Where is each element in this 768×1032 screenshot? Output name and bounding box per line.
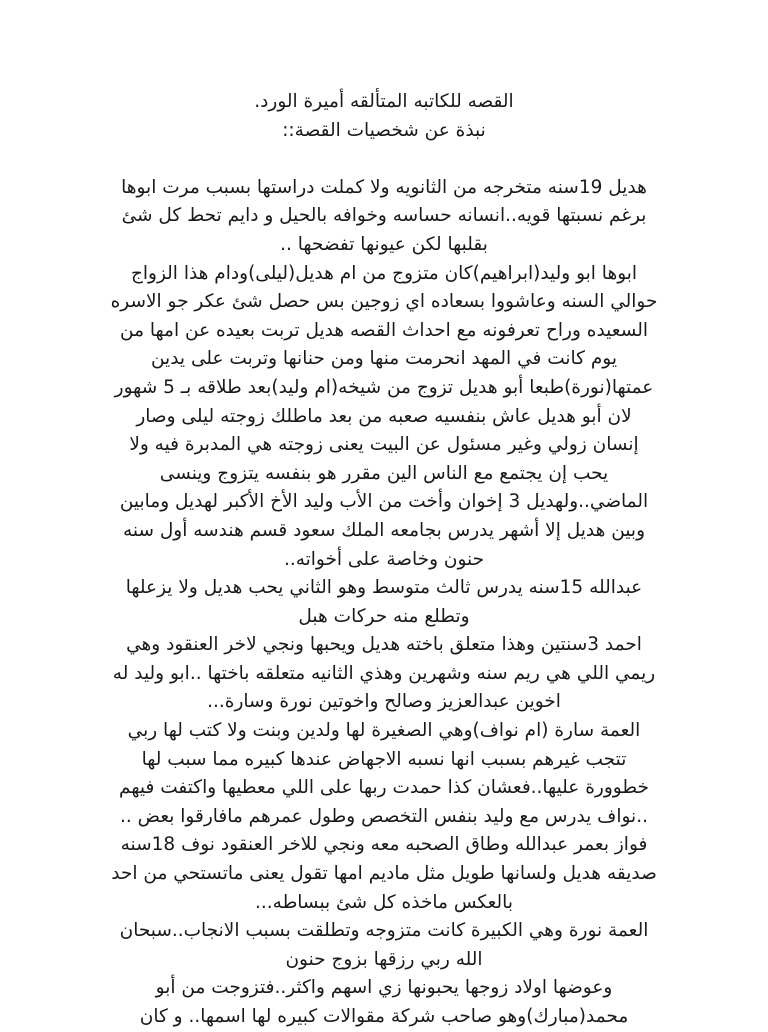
text-line: صديقه هديل ولسانها طويل مثل ماديم امها تقول يعنى ماتستحي من احد bbox=[111, 863, 657, 885]
text-line: اخوين عبدالعزيز وصالح واخوتين نورة وسارة... bbox=[207, 691, 561, 713]
text-line: فواز بعمر عبدالله وطاق الصحبه معه ونجي للاخر العنقود نوف 18سنه bbox=[120, 834, 648, 856]
document-title: القصه للكاتبه المتألقه أميرة الورد. bbox=[254, 91, 514, 112]
text-line: وعوضها اولاد زوجها يحبونها زي اسهم واكثر..فتزوجت من أبو bbox=[155, 977, 613, 999]
text-line: احمد 3سنتين وهذا متعلق باخته هديل ويحبها ونجي لاخر العنقود وهي bbox=[126, 634, 642, 656]
text-line: وبين هديل إلا أشهر يدرس بجامعه الملك سعود قسم هندسه أول سنه bbox=[122, 519, 646, 541]
text-line: الماضي..ولهديل 3 إخوان وأخت من الأب وليد الأخ الأكبر لهديل ومابين bbox=[119, 491, 649, 513]
document-subtitle: نبذة عن شخصيات القصة:: bbox=[282, 119, 486, 141]
text-line: العمة نورة وهي الكبيرة كانت متزوجه وتطلقت بسبب الانجاب..سبحان bbox=[119, 920, 649, 942]
text-line: العمة سارة (ام نواف)وهي الصغيرة لها ولدين وبنت ولا كتب لها ربي bbox=[127, 720, 641, 742]
text-line: بالعكس ماخذه كل شئ ببساطه... bbox=[255, 891, 513, 913]
text-line: يحب إن يجتمع مع الناس الين مقرر هو بنفسه يتزوج وينسى bbox=[159, 462, 609, 484]
text-line: هديل 19سنه متخرجه من الثانويه ولا كملت دراستها بسبب مرت ابوها bbox=[121, 176, 647, 198]
text-line: تتجب غيرهم بسبب انها نسبه الاجهاض عندها كبيره مما سبب لها bbox=[141, 748, 627, 770]
text-line: حوالي السنه وعاشووا بسعاده اي زوجين بس حصل شئ عكر جو الاسره bbox=[110, 291, 658, 313]
text-line: الله ربي رزقها بزوج حنون bbox=[285, 948, 483, 970]
text-line: حنون وخاصة على أخواته.. bbox=[283, 548, 485, 570]
blank-line bbox=[100, 145, 668, 174]
text-line: لان أبو هديل عاش بنفسيه صعبه من بعد ماطلك زوجته ليلى وصار bbox=[136, 405, 632, 427]
text-line: السعيده وراح تعرفونه مع احداث القصه هديل تربت بعيده عن امها من bbox=[120, 319, 648, 341]
text-line: عبدالله 15سنه يدرس ثالث متوسط وهو الثاني يحب هديل ولا يزعلها bbox=[125, 577, 643, 599]
text-line: إنسان زولي وغير مسئول عن البيت يعنى زوجته هي المدبرة فيه ولا bbox=[129, 434, 639, 456]
text-line: ابوها ابو وليد(ابراهيم)كان متزوج من ام هديل(ليلى)ودام هذا الزواج bbox=[130, 262, 638, 284]
text-line: عمتها(نورة)طبعا أبو هديل تزوج من شيخه(ام وليد)بعد طلاقه بـ 5 شهور bbox=[114, 376, 654, 398]
text-line: يوم كانت في المهد انحرمت منها ومن حنانها وتربت على يدين bbox=[150, 348, 618, 370]
text-line: خطوورة عليها..فعشان كذا حمدت ربها على اللي معطيها واكتفت فيهم bbox=[119, 777, 649, 799]
text-line: بقلبها لكن عيونها تفضحها .. bbox=[280, 233, 488, 255]
text-line: ريمي اللي هي ريم سنه وشهرين وهذي الثانيه متعلقه باختها ..ابو وليد له bbox=[112, 662, 656, 684]
text-line: ..نواف يدرس مع وليد بنفس التخصص وطول عمرهم مافارقوا بعض .. bbox=[120, 805, 648, 827]
text-line: وتطلع منه حركات هبل bbox=[298, 605, 470, 627]
text-line: محمد(مبارك)وهو صاحب شركة مقوالات كبيره لها اسمها.. و كان bbox=[139, 1006, 629, 1027]
text-line: برغم نسبتها قويه..انسانه حساسه وخوافه بالحيل و دايم تحط كل شئ bbox=[121, 205, 647, 227]
story-text bbox=[100, 88, 668, 1032]
